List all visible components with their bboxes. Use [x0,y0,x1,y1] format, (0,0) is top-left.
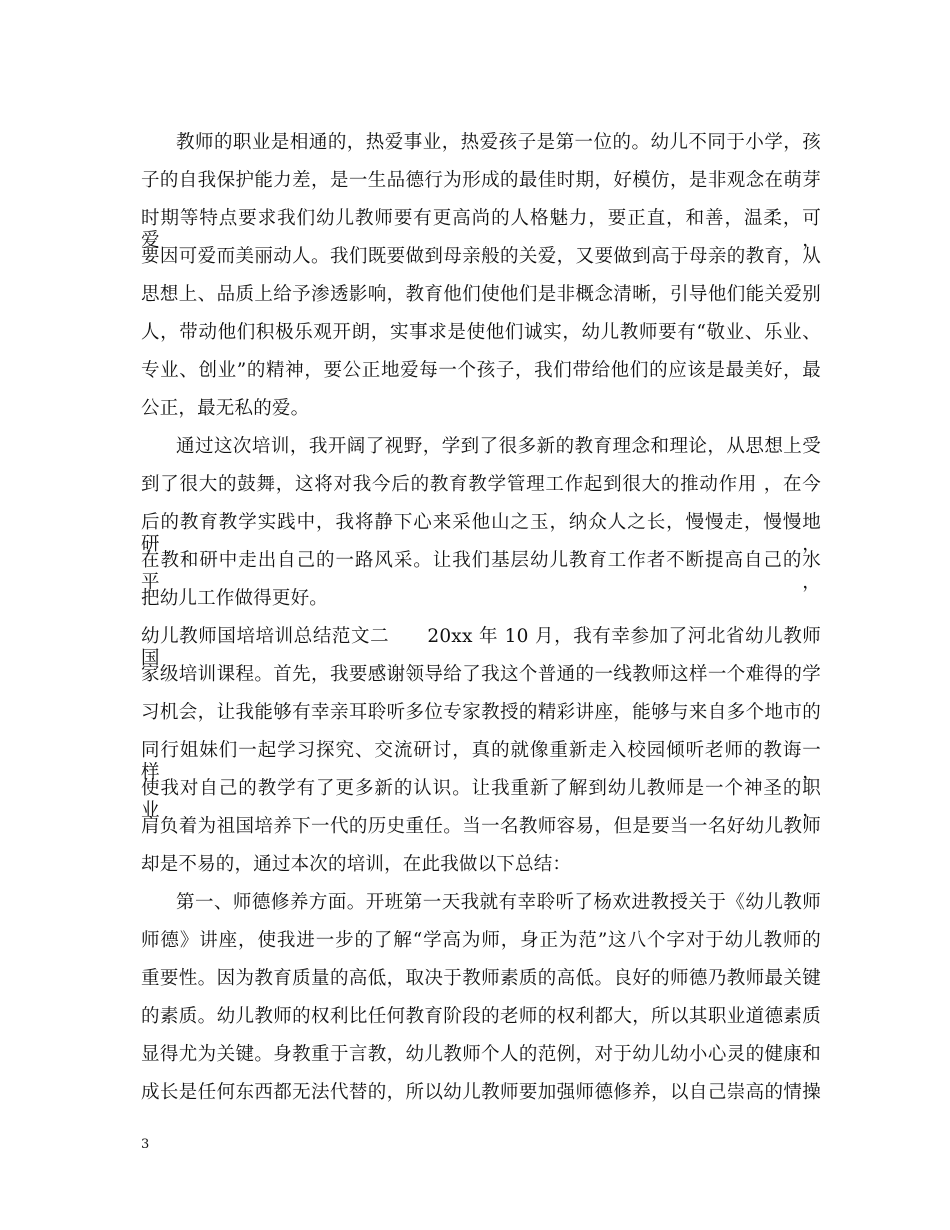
paragraph-1-line-8: 公正，最无私的爱。 [141,398,310,419]
paragraph-1-line-3: 时期等特点要求我们幼儿教师要有更高尚的人格魅力，要正直，和善，温柔，可爱， [141,208,821,251]
paragraph-3-line-3: 习机会，让我能够有幸亲耳聆听多位专家教授的精彩讲座，能够与来自多个地市的 [141,702,821,723]
paragraph-3-line-7: 却是不易的，通过本次的培训，在此我做以下总结： [141,854,572,875]
paragraph-2-line-2: 到了很大的鼓舞，这将对我今后的教育教学管理工作起到很大的推动作用 ，在今 [141,474,821,495]
paragraph-2-line-4: 在教和研中走出自己的一路风采。让我们基层幼儿教育工作者不断提高自己的水平， [141,550,821,593]
paragraph-1-line-2: 子的自我保护能力差，是一生品德行为形成的最佳时期，好模仿，是非观念在萌芽 [141,170,821,191]
paragraph-3-line-6: 肩负着为祖国培养下一代的历史重任。当一名教师容易，但是要当一名好幼儿教师 [141,816,821,837]
paragraph-4-line-5: 显得尤为关键。身教重于言教，幼儿教师个人的范例，对于幼儿幼小心灵的健康和 [141,1044,821,1065]
paragraph-3-line-5: 使我对自己的教学有了更多新的认识。让我重新了解到幼儿教师是一个神圣的职业， [141,778,821,821]
paragraph-4-line-6: 成长是任何东西都无法代替的，所以幼儿教师要加强师德修养，以自己崇高的情操 [141,1082,821,1103]
paragraph-1-line-4: 要因可爱而美丽动人。我们既要做到母亲般的关爱，又要做到高于母亲的教育，从 [141,246,821,267]
section-two-heading-line: 幼儿教师国培培训总结范文二 20xx 年 10 月，我有幸参加了河北省幼儿教师国 [141,626,821,669]
paragraph-2-line-1: 通过这次培训，我开阔了视野，学到了很多新的教育理念和理论，从思想上受 [176,436,821,457]
page-number: 3 [141,1137,150,1152]
paragraph-4-line-1: 第一、师德修养方面。开班第一天我就有幸聆听了杨欢进教授关于《幼儿教师 [176,892,821,913]
paragraph-1-line-6: 人，带动他们积极乐观开朗，实事求是使他们诚实，幼儿教师要有“敬业、乐业、 [141,322,821,343]
paragraph-2-line-3: 后的教育教学实践中，我将静下心来采他山之玉，纳众人之长，慢慢走，慢慢地研， [141,512,821,555]
paragraph-2-line-5: 把幼儿工作做得更好。 [141,588,329,609]
paragraph-4-line-3: 重要性。因为教育质量的高低，取决于教师素质的高低。良好的师德乃教师最关键 [141,968,821,989]
paragraph-1-line-1: 教师的职业是相通的，热爱事业，热爱孩子是第一位的。幼儿不同于小学，孩 [176,132,821,153]
paragraph-4-line-4: 的素质。幼儿教师的权利比任何教育阶段的老师的权利都大，所以其职业道德素质 [141,1006,821,1027]
paragraph-4-line-2: 师德》讲座，使我进一步的了解“学高为师，身正为范”这八个字对于幼儿教师的 [141,930,821,951]
paragraph-3-line-2: 家级培训课程。首先，我要感谢领导给了我这个普通的一线教师这样一个难得的学 [141,664,821,685]
paragraph-1-line-5: 思想上、品质上给予渗透影响，教育他们使他们是非概念清晰，引导他们能关爱别 [141,284,821,305]
paragraph-1-line-7: 专业、创业”的精神，要公正地爱每一个孩子，我们带给他们的应该是最美好，最 [141,360,821,381]
paragraph-3-line-4: 同行姐妹们一起学习探究、交流研讨，真的就像重新走入校园倾听老师的教诲一样， [141,740,821,783]
